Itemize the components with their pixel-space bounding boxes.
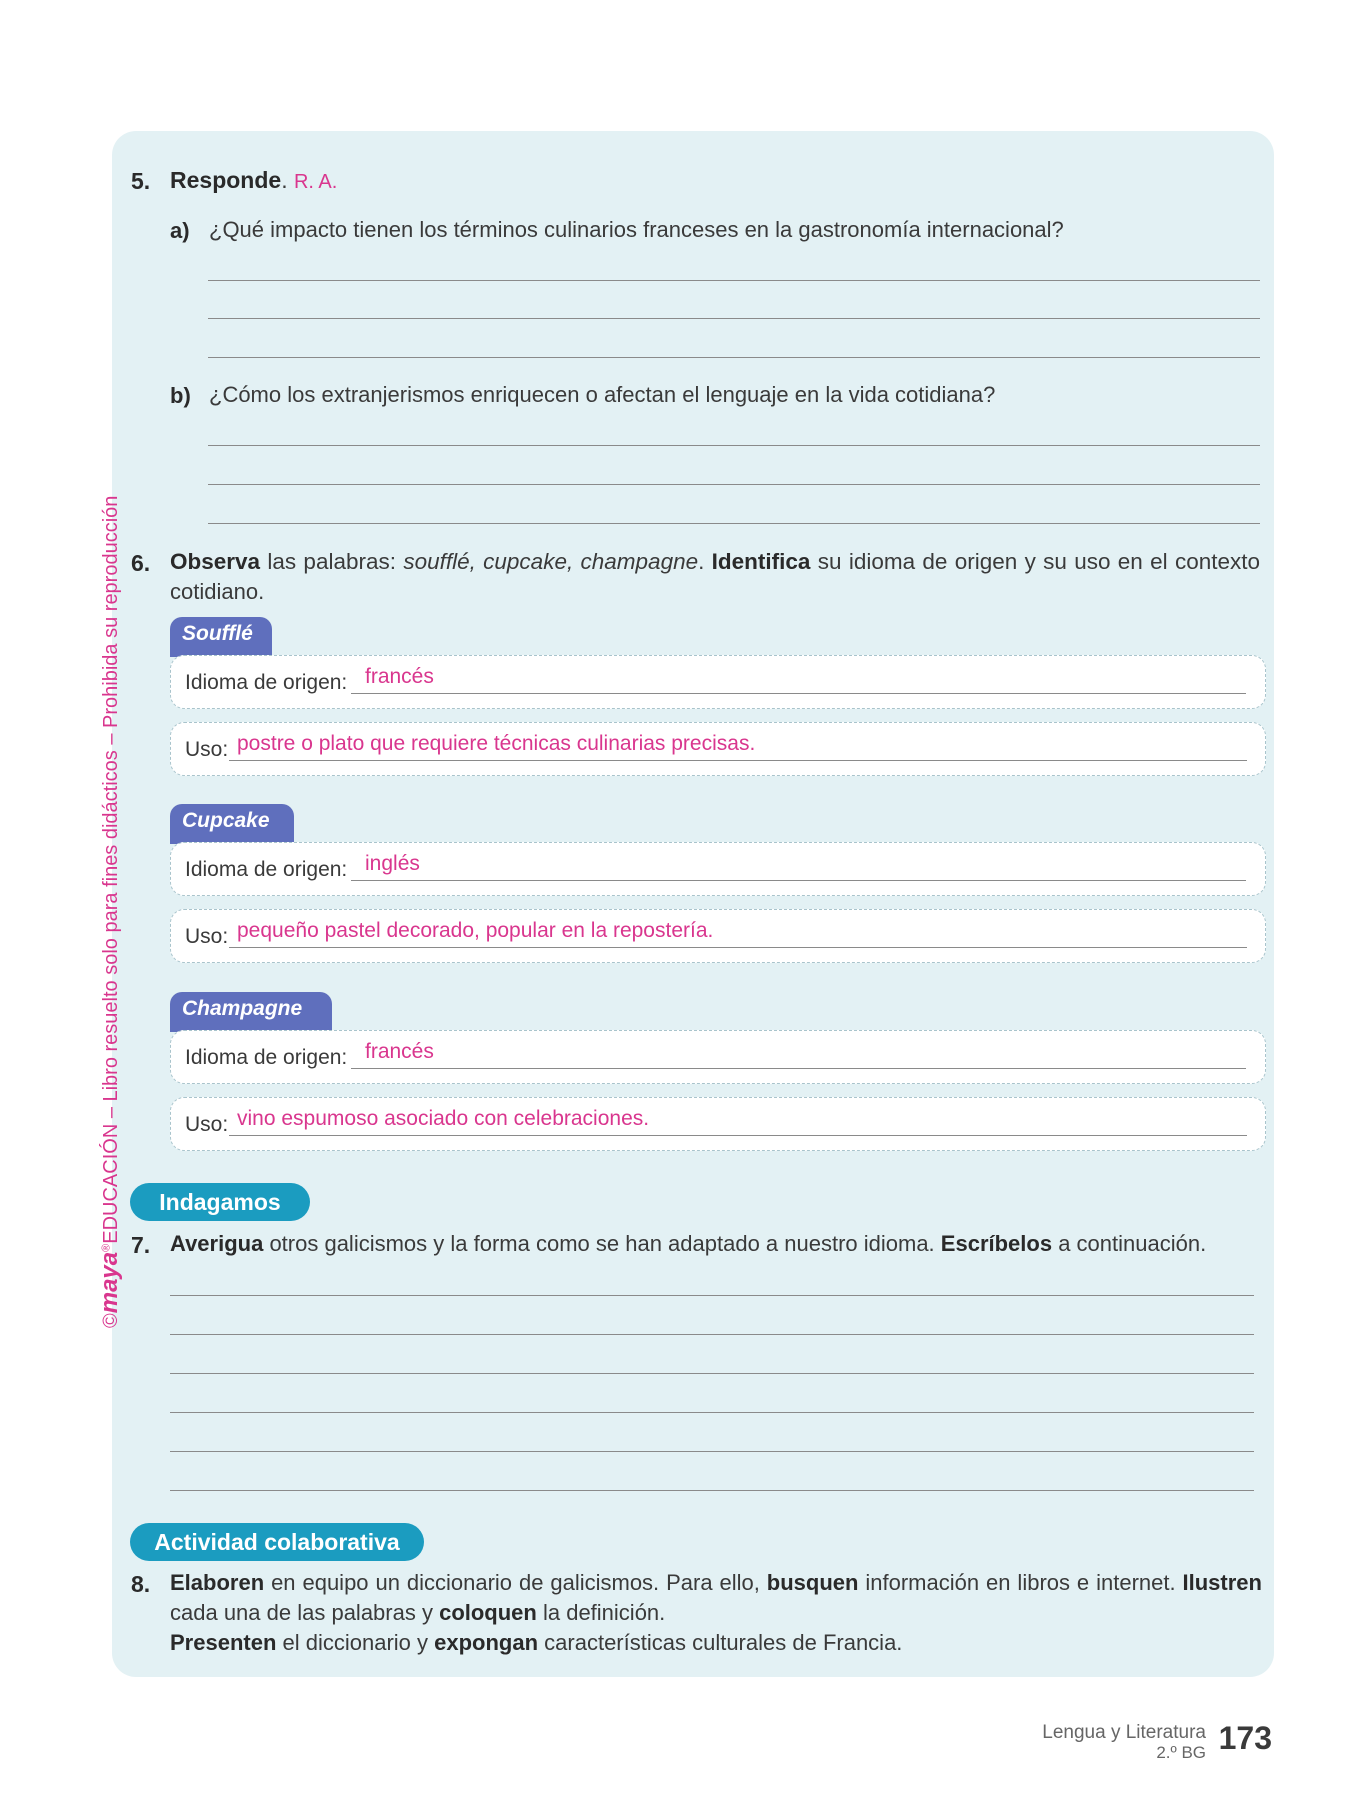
q8-text: la definición. bbox=[536, 1600, 666, 1625]
q5-title: Responde bbox=[170, 167, 282, 193]
q8-verb-expongan: expongan bbox=[434, 1630, 539, 1655]
q5a-text: ¿Qué impacto tienen los términos culinarios franceses en la gastronomía internacional? bbox=[209, 217, 1064, 242]
footer-grade: 2.º BG bbox=[1156, 1743, 1206, 1762]
answer-line[interactable] bbox=[208, 280, 1260, 281]
use-field-souffle[interactable] bbox=[170, 722, 1266, 776]
q8-number: 8. bbox=[131, 1571, 151, 1597]
q6-text: las palabras: bbox=[260, 549, 404, 574]
page-number: 173 bbox=[1218, 1720, 1272, 1756]
fill-line bbox=[229, 1135, 1247, 1136]
q7-verb-averigua: Averigua bbox=[170, 1231, 264, 1256]
q8-text: información en libros e internet. bbox=[858, 1570, 1183, 1595]
q8-text: el diccionario y bbox=[276, 1630, 435, 1655]
answer-line[interactable] bbox=[208, 357, 1260, 358]
q5-ra: R. A. bbox=[293, 171, 338, 193]
answer-line[interactable] bbox=[208, 523, 1260, 524]
q6-number: 6. bbox=[131, 550, 151, 576]
q7-text bbox=[170, 1231, 1206, 1257]
answer-line[interactable] bbox=[170, 1451, 1254, 1452]
q6-line1 bbox=[170, 549, 1260, 575]
q8-verb-ilustren: Ilustren bbox=[1182, 1570, 1262, 1595]
section-pill-actividad-colaborativa: Actividad colaborativa bbox=[130, 1523, 424, 1561]
origin-label: Idioma de origen: bbox=[185, 1046, 348, 1069]
copyright-symbol: © bbox=[100, 1313, 122, 1328]
origin-field-cupcake[interactable] bbox=[170, 842, 1266, 896]
answer-line[interactable] bbox=[170, 1373, 1254, 1374]
use-answer: postre o plato que requiere técnicas culinarias precisas. bbox=[237, 732, 756, 755]
q8-text: características culturales de Francia. bbox=[538, 1630, 903, 1655]
q5-heading bbox=[170, 167, 337, 194]
copyright-text: EDUCACIÓN – Libro resuelto solo para fines didácticos – Prohibida su reproducción bbox=[100, 495, 122, 1244]
q6-words: soufflé, cupcake, champagne bbox=[403, 549, 699, 574]
q7-number: 7. bbox=[131, 1232, 151, 1258]
q8-line2 bbox=[170, 1600, 665, 1626]
origin-label: Idioma de origen: bbox=[185, 671, 348, 694]
q6-text: su idioma de origen y su uso en el contexto bbox=[810, 549, 1261, 574]
q8-text: cada una de las palabras y bbox=[170, 1600, 440, 1625]
q8-verb-coloquen: coloquen bbox=[439, 1600, 537, 1625]
use-field-champagne[interactable] bbox=[170, 1097, 1266, 1151]
q5-number: 5. bbox=[131, 168, 151, 194]
answer-line[interactable] bbox=[208, 445, 1260, 446]
fill-line bbox=[351, 880, 1246, 881]
q6-line2: cotidiano. bbox=[170, 579, 265, 604]
section-pill-indagamos: Indagamos bbox=[130, 1183, 310, 1221]
q8-verb-presenten: Presenten bbox=[170, 1630, 277, 1655]
q5b-text: ¿Cómo los extranjerismos enriquecen o afectan el lenguaje en la vida cotidiana? bbox=[209, 382, 996, 407]
origin-field-souffle[interactable] bbox=[170, 655, 1266, 709]
q8-line1 bbox=[170, 1570, 1262, 1596]
q6-verb-observa: Observa bbox=[170, 549, 261, 574]
answer-line[interactable] bbox=[170, 1334, 1254, 1335]
fill-line bbox=[229, 947, 1247, 948]
q8-line3 bbox=[170, 1630, 902, 1656]
q8-verb-busquen: busquen bbox=[766, 1570, 859, 1595]
footer-subject: Lengua y Literatura bbox=[1042, 1722, 1206, 1743]
q8-text: en equipo un diccionario de galicismos. Para ello, bbox=[264, 1570, 767, 1595]
origin-label: Idioma de origen: bbox=[185, 858, 348, 881]
origin-answer: inglés bbox=[365, 852, 420, 875]
fill-line bbox=[351, 693, 1246, 694]
q5b-letter: b) bbox=[170, 383, 191, 408]
origin-answer: francés bbox=[365, 1040, 434, 1063]
fill-line bbox=[351, 1068, 1246, 1069]
word-tab-champagne: Champagne bbox=[170, 992, 332, 1032]
answer-line[interactable] bbox=[208, 318, 1260, 319]
q7-text-part: otros galicismos y la forma como se han adaptado a nuestro idioma. bbox=[263, 1231, 941, 1256]
answer-line[interactable] bbox=[170, 1295, 1254, 1296]
footer-subject-block bbox=[1042, 1722, 1206, 1762]
brand-logo: maya bbox=[96, 1251, 123, 1314]
word-tab-souffle: Soufflé bbox=[170, 617, 272, 657]
content-panel bbox=[112, 131, 1274, 1677]
origin-answer: francés bbox=[365, 665, 434, 688]
copyright-vertical bbox=[96, 496, 124, 1328]
answer-line[interactable] bbox=[170, 1490, 1254, 1491]
use-label: Uso: bbox=[185, 1113, 229, 1136]
registered-mark: ® bbox=[100, 1243, 113, 1252]
q5a-letter: a) bbox=[170, 218, 190, 243]
origin-field-champagne[interactable] bbox=[170, 1030, 1266, 1084]
word-tab-cupcake: Cupcake bbox=[170, 804, 294, 844]
answer-line[interactable] bbox=[170, 1412, 1254, 1413]
answer-line[interactable] bbox=[208, 484, 1260, 485]
q6-text: . bbox=[698, 549, 712, 574]
q6-verb-identifica: Identifica bbox=[711, 549, 811, 574]
use-answer: vino espumoso asociado con celebraciones. bbox=[237, 1107, 650, 1130]
use-field-cupcake[interactable] bbox=[170, 909, 1266, 963]
q7-verb-escribelos: Escríbelos bbox=[940, 1231, 1053, 1256]
q5-period: . bbox=[281, 167, 288, 193]
q8-verb-elaboren: Elaboren bbox=[170, 1570, 265, 1595]
q7-text-part: a continuación. bbox=[1052, 1231, 1207, 1256]
use-answer: pequeño pastel decorado, popular en la repostería. bbox=[237, 919, 714, 942]
fill-line bbox=[229, 760, 1247, 761]
use-label: Uso: bbox=[185, 925, 229, 948]
use-label: Uso: bbox=[185, 738, 229, 761]
